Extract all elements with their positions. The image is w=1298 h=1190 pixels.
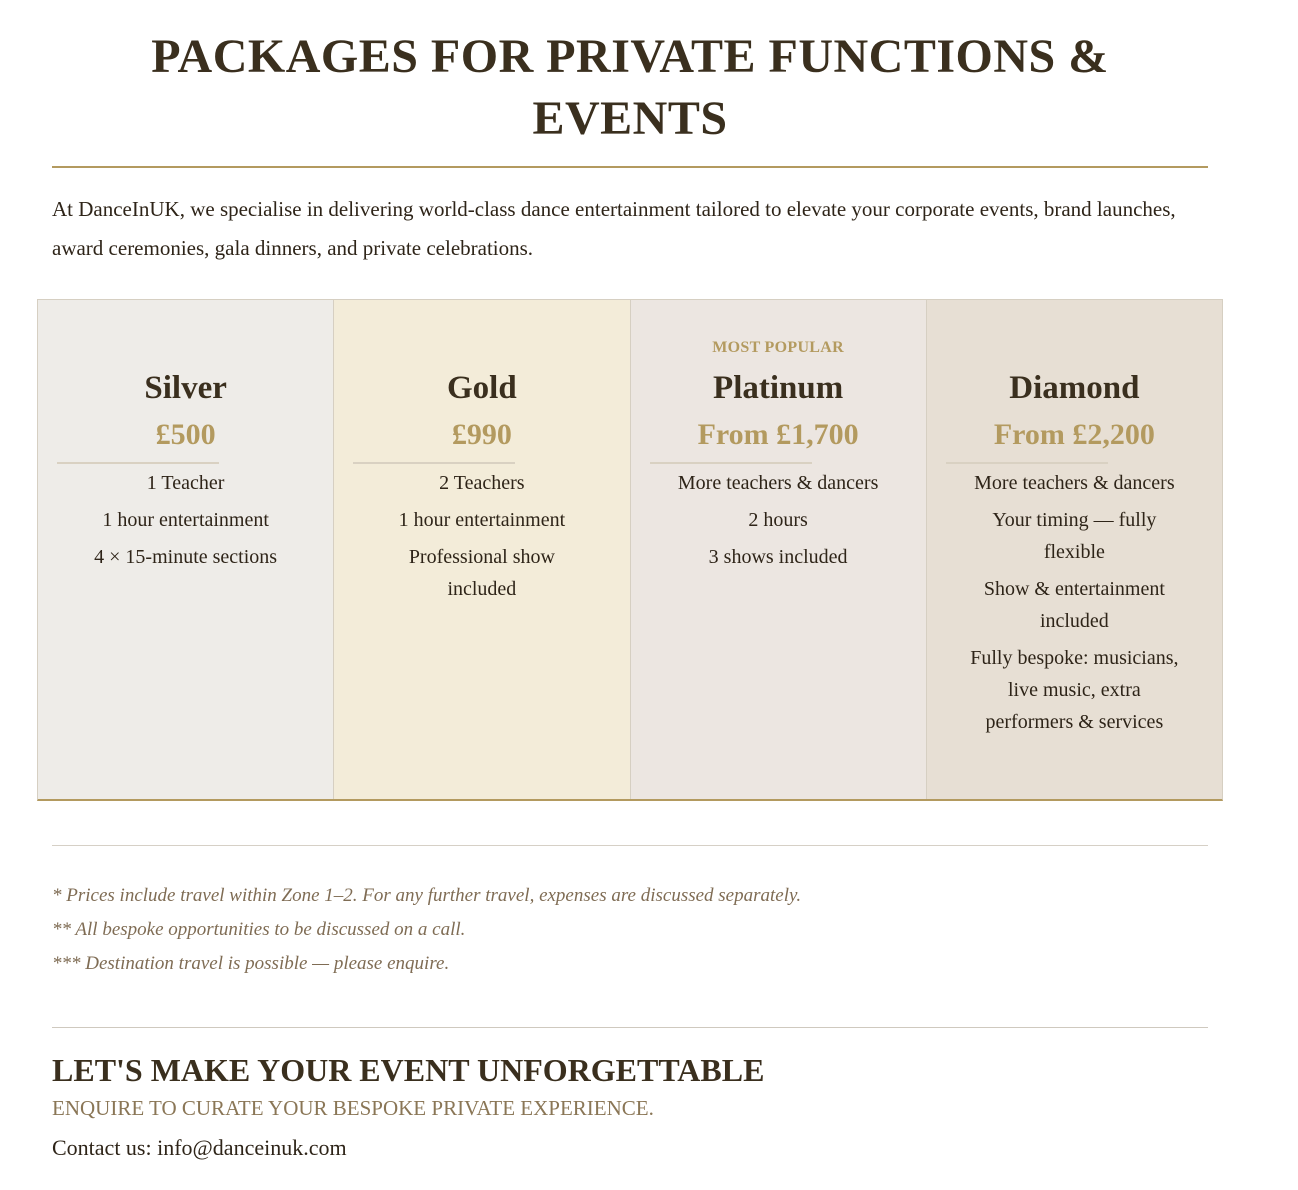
page-title-line-2: EVENTS bbox=[532, 92, 728, 145]
feature-list bbox=[38, 467, 333, 578]
feature-item: 1 hour entertainment bbox=[398, 509, 566, 531]
feature-list bbox=[334, 467, 629, 610]
footnotes bbox=[52, 879, 1208, 981]
package-price: From £1,700 bbox=[697, 418, 859, 451]
package-name: Gold bbox=[447, 370, 517, 406]
page-title-line-1: PACKAGES FOR PRIVATE FUNCTIONS & bbox=[151, 30, 1109, 83]
price-divider bbox=[57, 462, 219, 464]
feature-item: Your timing — fully flexible bbox=[992, 509, 1157, 563]
feature-list bbox=[927, 467, 1222, 743]
package-name: Silver bbox=[144, 370, 227, 406]
feature-item: More teachers & dancers bbox=[974, 472, 1175, 494]
package-price: £500 bbox=[155, 418, 216, 451]
feature-item: Show & entertainment included bbox=[983, 578, 1165, 632]
cta-subheading: ENQUIRE TO CURATE YOUR BESPOKE PRIVATE EXPERIENCE. bbox=[52, 1096, 654, 1120]
package-card-platinum bbox=[631, 300, 927, 799]
package-card-silver bbox=[38, 300, 334, 799]
price-divider bbox=[946, 462, 1108, 464]
price-divider bbox=[353, 462, 515, 464]
most-popular-badge: MOST POPULAR bbox=[712, 339, 844, 356]
feature-item: 4 × 15-minute sections bbox=[94, 546, 278, 568]
package-name: Diamond bbox=[1009, 370, 1140, 406]
packages-grid bbox=[37, 299, 1223, 801]
package-card-gold bbox=[334, 300, 630, 799]
feature-item: More teachers & dancers bbox=[677, 472, 879, 494]
feature-item: Fully bespoke: musicians, live music, extra performers & services bbox=[970, 647, 1179, 733]
cta-heading: LET'S MAKE YOUR EVENT UNFORGETTABLE bbox=[52, 1052, 765, 1088]
package-price: From £2,200 bbox=[993, 418, 1155, 451]
package-name: Platinum bbox=[713, 370, 844, 406]
feature-item: 2 Teachers bbox=[439, 472, 525, 494]
footnote: * Prices include travel within Zone 1–2. For any further travel, expenses are discussed separately. bbox=[52, 885, 802, 906]
feature-item: 1 Teacher bbox=[146, 472, 225, 494]
contact-email[interactable]: Contact us: info@danceinuk.com bbox=[52, 1135, 347, 1160]
footnote: ** All bespoke opportunities to be discussed on a call. bbox=[52, 919, 466, 940]
package-card-diamond bbox=[927, 300, 1222, 799]
footnote: *** Destination travel is possible — please enquire. bbox=[52, 953, 450, 974]
feature-item: 3 shows included bbox=[708, 546, 848, 568]
package-price: £990 bbox=[451, 418, 512, 451]
title-divider bbox=[52, 166, 1208, 168]
notes-divider bbox=[52, 845, 1208, 846]
page-title bbox=[52, 26, 1208, 150]
feature-item: 1 hour entertainment bbox=[102, 509, 269, 531]
intro-paragraph: At DanceInUK, we specialise in delivering world-class dance entertainment tailored to elevate your corporate events, brand launches, award ceremonies, gala dinners, and private celebrations. bbox=[52, 197, 1176, 260]
feature-item: 2 hours bbox=[748, 509, 808, 531]
feature-list bbox=[631, 467, 926, 578]
feature-item: Professional show included bbox=[408, 546, 555, 600]
cta-divider bbox=[52, 1027, 1208, 1028]
price-divider bbox=[650, 462, 812, 464]
